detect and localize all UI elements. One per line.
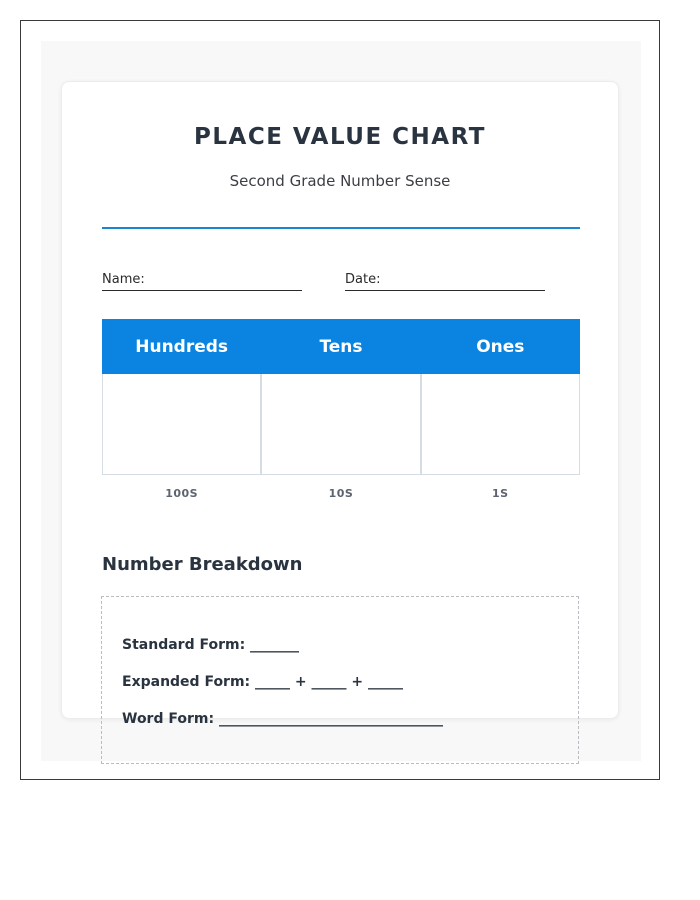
date-field[interactable] — [345, 272, 545, 291]
page-title: PLACE VALUE CHART — [194, 124, 486, 150]
number-breakdown-box — [101, 596, 579, 764]
place-value-table — [102, 319, 580, 500]
header-ones: Ones — [476, 336, 525, 357]
cell-tens[interactable] — [262, 374, 421, 474]
expanded-form-line: Expanded Form: _____ + _____ + _____ — [122, 674, 403, 690]
date-label: Date: — [345, 272, 381, 287]
cell-hundreds[interactable] — [103, 374, 262, 474]
place-value-units — [102, 487, 580, 500]
unit-tens: 10S — [328, 487, 354, 500]
cell-ones[interactable] — [422, 374, 579, 474]
name-field[interactable] — [102, 272, 302, 291]
unit-ones: 1S — [492, 487, 509, 500]
unit-hundreds: 100S — [165, 487, 199, 500]
place-value-header — [102, 319, 580, 374]
standard-form-line: Standard Form: _______ — [122, 637, 300, 653]
header-hundreds: Hundreds — [135, 336, 229, 357]
place-value-cells — [102, 374, 580, 475]
header-tens: Tens — [319, 336, 363, 357]
name-label: Name: — [102, 272, 145, 287]
breakdown-title: Number Breakdown — [102, 554, 303, 575]
page-subtitle: Second Grade Number Sense — [229, 172, 451, 190]
word-form-line: Word Form: ________________________________ — [122, 711, 443, 727]
title-divider — [102, 227, 580, 229]
